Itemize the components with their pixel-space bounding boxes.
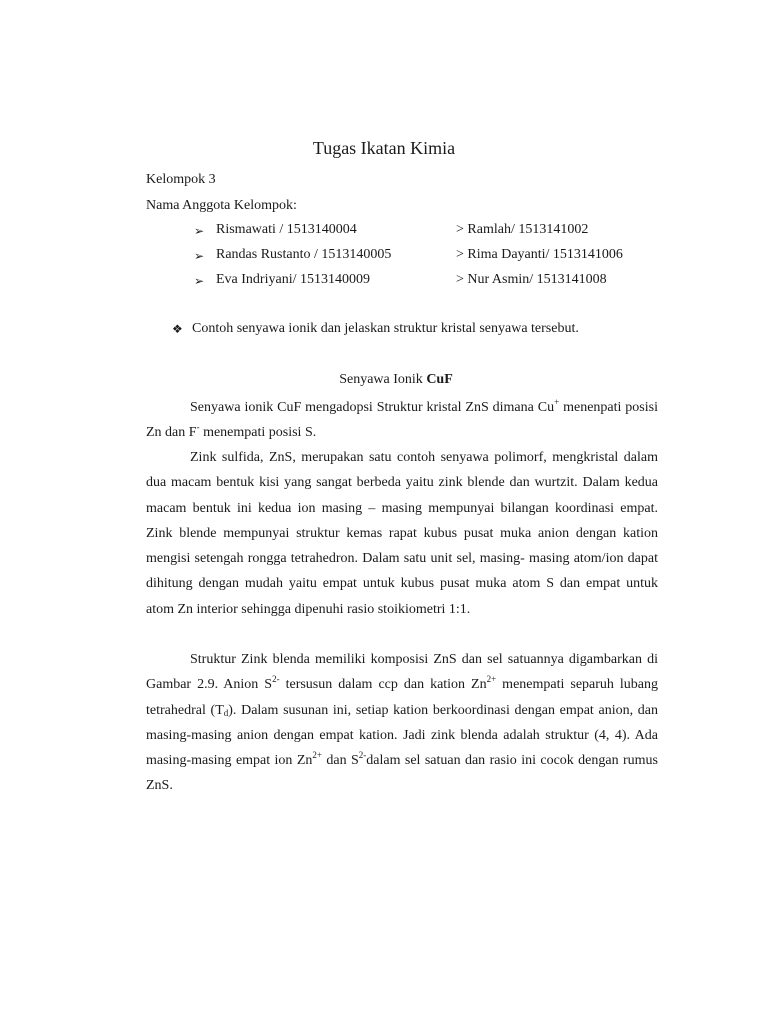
member-item: > Ramlah/ 1513141002 <box>456 222 589 237</box>
member-item: > Rima Dayanti/ 1513141006 <box>456 247 623 262</box>
paragraph-text: tersusun dalam ccp dan kation Zn <box>279 677 487 693</box>
diamond-bullet-icon: ❖ <box>172 322 183 336</box>
member-item: Rismawati / 1513140004 <box>216 222 357 237</box>
paragraph-text: dan S <box>321 753 359 769</box>
subtitle-prefix: Senyawa Ionik <box>339 372 427 387</box>
superscript: 2- <box>358 750 367 761</box>
paragraph-3 <box>146 647 658 799</box>
member-item: Randas Rustanto / 1513140005 <box>216 247 392 262</box>
paragraph-text: dalam sel satuan dan rasio ini cocok dengan rumus ZnS. <box>146 753 659 794</box>
paragraph-1 <box>146 395 658 446</box>
paragraph-2 <box>146 445 658 622</box>
subtitle-compound: CuF <box>426 372 453 387</box>
section-subtitle <box>0 372 768 388</box>
arrow-bullet-icon: ➢ <box>194 249 205 263</box>
task-text: Contoh senyawa ionik dan jelaskan struktur kristal senyawa tersebut. <box>192 321 579 336</box>
superscript: 2+ <box>486 674 497 685</box>
superscript: + <box>554 397 560 407</box>
superscript: 2+ <box>312 750 322 761</box>
paragraph-text: Senyawa ionik CuF mengadopsi Struktur kristal ZnS dimana Cu <box>190 400 555 415</box>
members-label: Nama Anggota Kelompok: <box>146 198 297 213</box>
arrow-bullet-icon: ➢ <box>194 224 205 238</box>
member-item: > Nur Asmin/ 1513141008 <box>456 272 607 287</box>
arrow-bullet-icon: ➢ <box>194 274 205 288</box>
member-item: Eva Indriyani/ 1513140009 <box>216 272 370 287</box>
document-title: Tugas Ikatan Kimia <box>312 138 456 158</box>
superscript: 2- <box>272 674 280 685</box>
group-label: Kelompok 3 <box>146 172 216 187</box>
paragraph-text: ). Dalam susunan ini, setiap kation berkoordinasi dengan empat anion, dan masing-masing anion dengan empat kation. Jadi zink blenda adalah struktur (4, 4). Ada masing-masing empat ion Zn <box>146 702 659 769</box>
subscript: d <box>223 707 229 718</box>
superscript: - <box>196 422 200 433</box>
paragraph-text: menenpati posisi Zn dan F <box>146 400 658 441</box>
paragraph-text: Struktur Zink blenda memiliki komposisi ZnS dan sel satuannya digambarkan di Gambar 2.9. Anion S <box>146 652 658 693</box>
paragraph-text: menempati separuh lubang tetrahedral (T <box>146 677 659 718</box>
paragraph-text: menempati posisi S. <box>199 425 317 441</box>
paragraph-text: Zink sulfida, ZnS, merupakan satu contoh senyawa polimorf, mengkristal dalam dua macam bentuk kisi yang sangat berbeda yaitu zink blende dan wurtzit. Dalam kedua macam bentuk ini kedua ion masing – masing mempunyai bilangan koordinasi empat. Zink blende mempunyai struktur kemas rapat kubus pusat muka anion dengan kation mengisi setengah rongga tetrahedron. Dalam satu unit sel, masing- masing atom/ion dapat dihitung dengan mudah yaitu empat untuk kubus pusat muka atom S dan empat untuk atom Zn interior sehingga dipenuhi rasio stoikiometri 1:1. <box>146 450 658 617</box>
